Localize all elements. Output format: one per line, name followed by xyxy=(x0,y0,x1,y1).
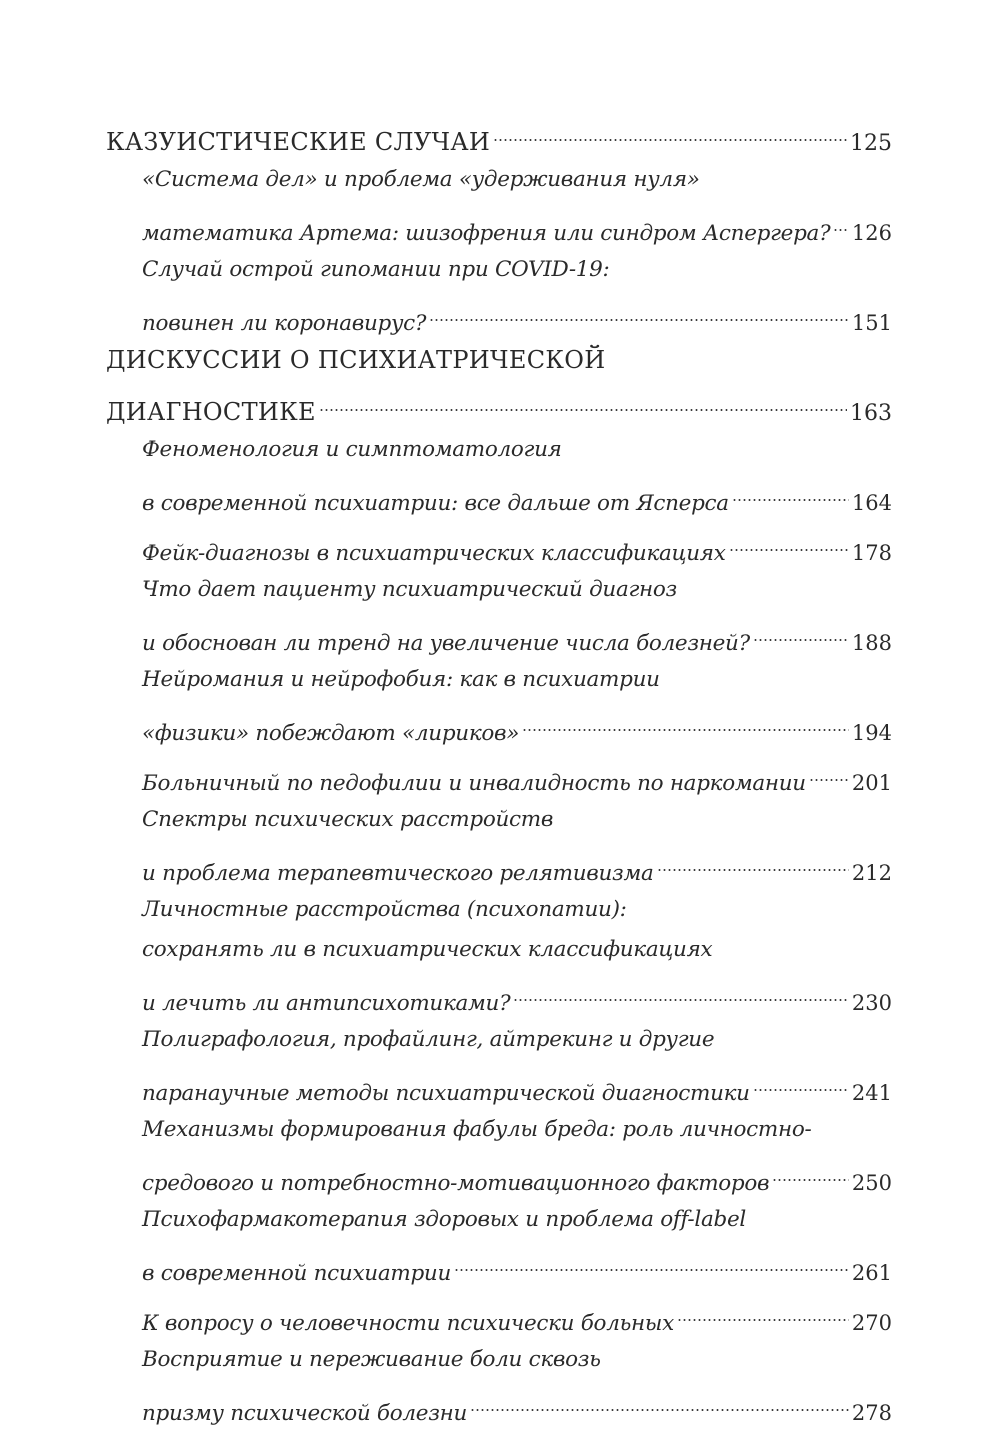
dot-leader xyxy=(657,840,849,880)
page-number: 164 xyxy=(851,491,892,515)
entry-title-line: Восприятие и переживание боли сквозь xyxy=(142,1347,601,1372)
entry-title-line: К вопросу о человечности психически больных xyxy=(142,1311,674,1336)
entry-title-line: «физики» побеждают «лириков» xyxy=(142,721,520,746)
dot-leader xyxy=(522,700,849,740)
entry-title-line: ДИСКУССИИ О ПСИХИАТРИЧЕСКОЙ xyxy=(106,346,606,374)
dot-leader xyxy=(729,520,849,560)
entry-title-line: КАЗУИСТИЧЕСКИЕ СЛУЧАИ xyxy=(106,128,491,156)
toc-subentry xyxy=(106,1110,892,1196)
toc-subentry xyxy=(106,250,892,336)
entry-title-line: в современной психиатрии xyxy=(142,1261,452,1286)
dot-leader xyxy=(677,1290,849,1330)
page-number: 188 xyxy=(851,631,892,655)
page-number: 212 xyxy=(851,861,892,885)
dot-leader xyxy=(454,1240,849,1280)
dot-leader xyxy=(809,750,849,790)
page-number: 126 xyxy=(851,221,892,245)
entry-title-line: и проблема терапевтического релятивизма xyxy=(142,861,654,886)
page-number: 151 xyxy=(851,311,892,335)
page-number: 270 xyxy=(851,1311,892,1335)
entry-title-line: Случай острой гипомании при COVID-19: xyxy=(142,257,610,282)
entry-title-line: Спектры психических расстройств xyxy=(142,807,554,832)
entry-title-line: паранаучные методы психиатрической диагностики xyxy=(142,1081,750,1106)
dot-leader xyxy=(833,200,849,240)
table-of-contents xyxy=(106,110,892,1426)
dot-leader xyxy=(753,610,849,650)
toc-subentry xyxy=(106,800,892,886)
entry-title-line: Психофармакотерапия здоровых и проблема off-label xyxy=(142,1207,746,1232)
toc-subentry xyxy=(106,750,892,796)
dot-leader xyxy=(493,110,847,150)
entry-title-line: в современной психиатрии: все дальше от Ясперса xyxy=(142,491,729,516)
entry-title-line: Личностные расстройства (психопатии): xyxy=(142,897,627,922)
toc-subentry xyxy=(106,1290,892,1336)
dot-leader xyxy=(753,1060,849,1100)
entry-title-line: Феноменология и симптоматология xyxy=(142,437,562,462)
toc-subentry xyxy=(106,160,892,246)
entry-title-line: средового и потребностно-мотивационного факторов xyxy=(142,1171,770,1196)
dot-leader xyxy=(772,1150,849,1190)
entry-title-line: и лечить ли антипсихотиками? xyxy=(142,991,511,1016)
page-number: 194 xyxy=(851,721,892,745)
page-number: 125 xyxy=(850,131,892,156)
entry-title-line: ДИАГНОСТИКЕ xyxy=(106,398,316,426)
page-number: 230 xyxy=(851,991,892,1015)
page-number: 163 xyxy=(850,401,892,426)
toc-subentry xyxy=(106,890,892,1016)
toc-section-entry xyxy=(106,340,892,426)
page-number: 261 xyxy=(851,1261,892,1285)
entry-title-line: «Система дел» и проблема «удерживания нуля» xyxy=(142,167,700,192)
entry-title-line: повинен ли коронавирус? xyxy=(142,311,427,336)
entry-title-line: Больничный по педофилии и инвалидность по наркомании xyxy=(142,771,806,796)
toc-section-entry xyxy=(106,110,892,156)
entry-title-line: сохранять ли в психиатрических классификациях xyxy=(142,937,713,962)
entry-title-line: Фейк-диагнозы в психиатрических классификациях xyxy=(142,541,726,566)
entry-title-line: Нейромания и нейрофобия: как в психиатрии xyxy=(142,667,660,692)
toc-subentry xyxy=(106,430,892,516)
dot-leader xyxy=(470,1380,849,1420)
page-number: 250 xyxy=(851,1171,892,1195)
entry-title-line: и обоснован ли тренд на увеличение числа болезней? xyxy=(142,631,750,656)
entry-title-line: Что дает пациенту психиатрический диагноз xyxy=(142,577,677,602)
dot-leader xyxy=(732,470,849,510)
entry-title-line: призму психической болезни xyxy=(142,1401,468,1426)
toc-subentry xyxy=(106,660,892,746)
page-number: 278 xyxy=(851,1401,892,1425)
toc-subentry xyxy=(106,570,892,656)
toc-subentry xyxy=(106,1200,892,1286)
dot-leader xyxy=(513,970,849,1010)
entry-title-line: математика Артема: шизофрения или синдром Аспергера? xyxy=(142,221,831,246)
page-number: 241 xyxy=(851,1081,892,1105)
dot-leader xyxy=(429,290,849,330)
entry-title-line: Полиграфология, профайлинг, айтрекинг и другие xyxy=(142,1027,715,1052)
entry-title-line: Механизмы формирования фабулы бреда: роль личностно- xyxy=(142,1117,812,1142)
page-number: 178 xyxy=(851,541,892,565)
toc-subentry xyxy=(106,520,892,566)
dot-leader xyxy=(319,380,847,420)
page-number: 201 xyxy=(851,771,892,795)
toc-subentry xyxy=(106,1340,892,1426)
toc-subentry xyxy=(106,1020,892,1106)
